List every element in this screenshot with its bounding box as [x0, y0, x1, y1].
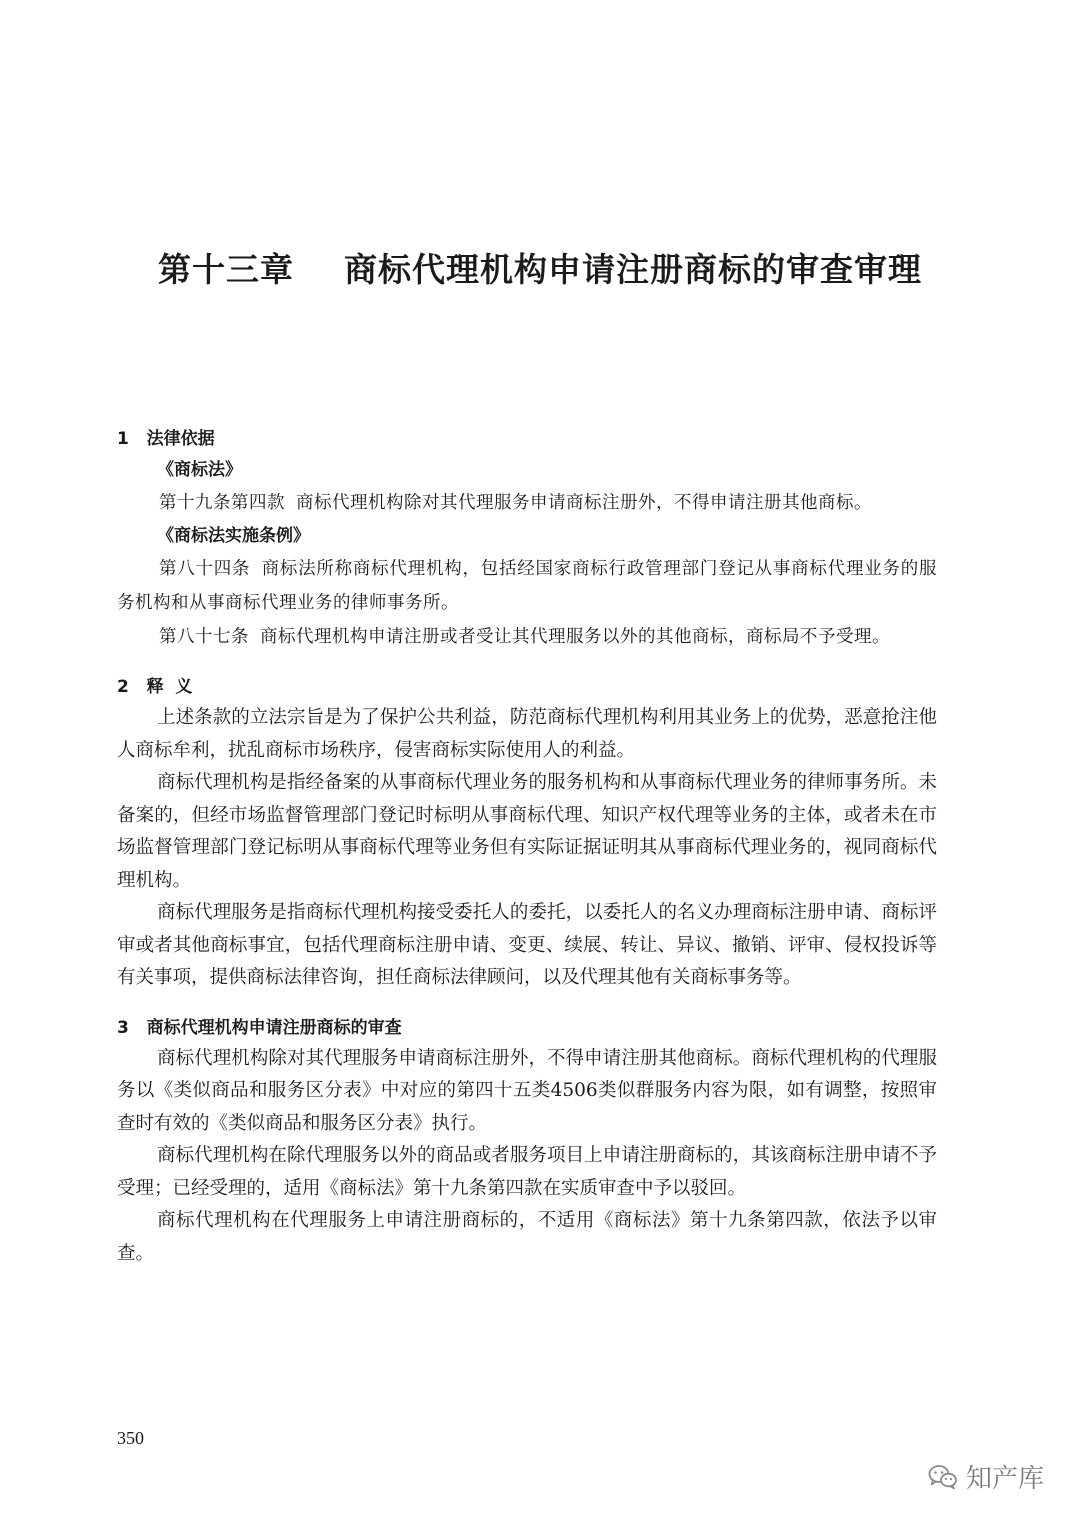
section-legal-basis — [117, 424, 937, 654]
paragraph: 上述条款的立法宗旨是为了保护公共利益，防范商标代理机构利用其业务上的优势，恶意抢注他人商标牟利，扰乱商标市场秩序，侵害商标实际使用人的利益。 — [117, 707, 937, 761]
wechat-icon — [928, 1464, 958, 1490]
paragraph: 商标代理机构除对其代理服务申请商标注册外，不得申请注册其他商标。商标代理机构的代理服务以《类似商品和服务区分表》中对应的第四十五类4506类似群服务内容为限，如有调整，按照审查时有效的《类似商品和服务区分表》执行。 — [117, 1047, 937, 1134]
section-heading: 1 法律依据 — [117, 429, 215, 449]
paragraph: 商标代理机构是指经备案的从事商标代理业务的服务机构和从事商标代理业务的律师事务所。未备案的，但经市场监督管理部门登记时标明从事商标代理、知识产权代理等业务的主体，或者未在市场监督管理部门登记标明从事商标代理等业务但有实际证据证明其从事商标代理业务的，视同商标代理机构。 — [117, 772, 937, 891]
law-title: 《商标法实施条例》 — [157, 526, 310, 546]
section-heading: 2 释 义 — [117, 677, 193, 697]
chapter-title: 第十三章 商标代理机构申请注册商标的审查审理 — [158, 250, 922, 289]
page-content — [117, 424, 937, 1270]
section-interpretation — [117, 672, 937, 995]
page-number: 350 — [117, 1428, 144, 1448]
section-heading: 3 商标代理机构申请注册商标的审查 — [117, 1017, 402, 1038]
watermark — [928, 1458, 1044, 1495]
law-article: 第八十四条 商标法所称商标代理机构，包括经国家商标行政管理部门登记从事商标代理业务的服务机构和从事商标代理业务的律师事务所。 — [117, 559, 937, 613]
paragraph: 商标代理机构在除代理服务以外的商品或者服务项目上申请注册商标的，其该商标注册申请不予受理；已经受理的，适用《商标法》第十九条第四款在实质审查中予以驳回。 — [117, 1145, 937, 1199]
paragraph: 商标代理服务是指商标代理机构接受委托人的委托，以委托人的名义办理商标注册申请、商标评审或者其他商标事宜，包括代理商标注册申请、变更、续展、转让、异议、撤销、评审、侵权投诉等有关事项，提供商标法律咨询，担任商标法律顾问，以及代理其他有关商标事务等。 — [117, 902, 937, 988]
law-article: 第八十七条 商标代理机构申请注册或者受让其代理服务以外的其他商标，商标局不予受理。 — [159, 627, 891, 647]
section-examination — [117, 1013, 937, 1271]
law-article: 第十九条第四款 商标代理机构除对其代理服务申请商标注册外，不得申请注册其他商标。 — [159, 493, 873, 513]
law-title: 《商标法》 — [157, 460, 242, 480]
watermark-text: 知产库 — [965, 1464, 1044, 1494]
paragraph: 商标代理机构在代理服务上申请注册商标的，不适用《商标法》第十九条第四款，依法予以审查。 — [117, 1210, 937, 1264]
